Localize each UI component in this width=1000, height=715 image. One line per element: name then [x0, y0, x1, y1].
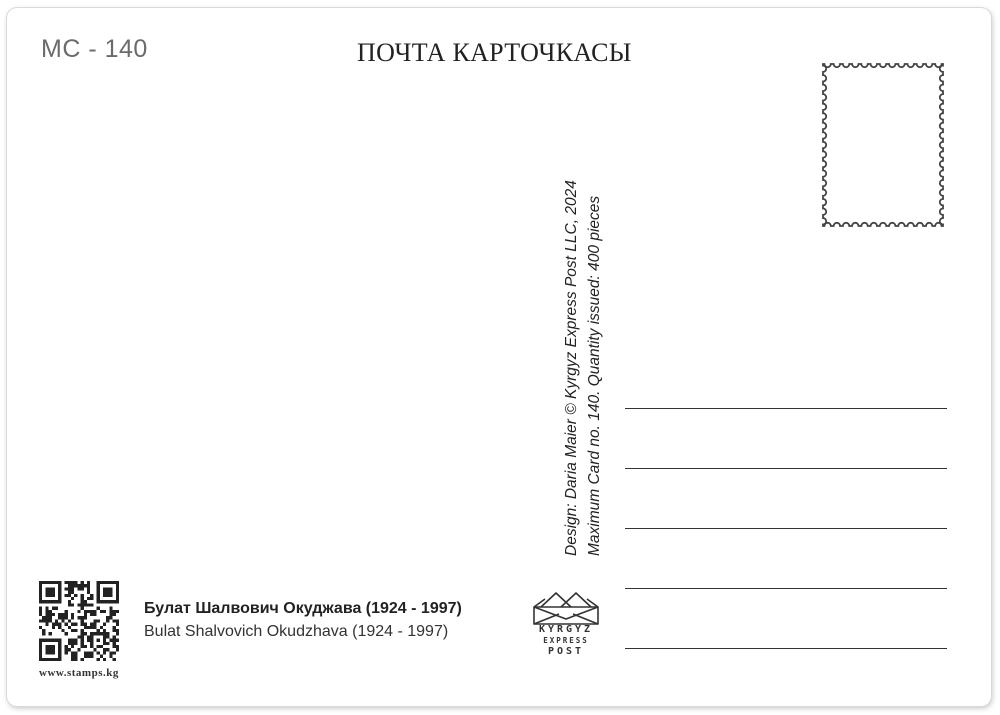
stamp-placeholder-icon — [819, 60, 947, 230]
address-line — [625, 588, 947, 589]
qr-code-icon — [39, 581, 119, 661]
logo-line-post: POST — [547, 646, 585, 657]
card-title: ПОЧТА КАРТОЧКАСЫ — [357, 38, 632, 67]
subject-name-en: Bulat Shalvovich Okudzhava (1924 - 1997) — [144, 623, 449, 640]
credits-quantity: Maximum Card no. 140. Quantity issued: 400 pieces — [586, 195, 603, 556]
credits-design: Design: Daria Maier © Kyrgyz Express Post LLC, 2024 — [563, 180, 580, 556]
address-line — [625, 408, 947, 409]
postcard — [7, 8, 991, 706]
subject-name-ru: Булат Шалвович Окуджава (1924 - 1997) — [144, 600, 462, 617]
credits-vertical — [560, 180, 606, 556]
address-line — [625, 648, 947, 649]
address-line — [625, 468, 947, 469]
website-label: www.stamps.kg — [39, 667, 119, 679]
logo-line-express: EXPRESS — [543, 636, 589, 645]
card-code: MC - 140 — [41, 35, 148, 63]
address-line — [625, 528, 947, 529]
logo-line-kyrgyz: KYRGYZ — [538, 624, 594, 635]
logo-wordmark — [531, 624, 601, 657]
